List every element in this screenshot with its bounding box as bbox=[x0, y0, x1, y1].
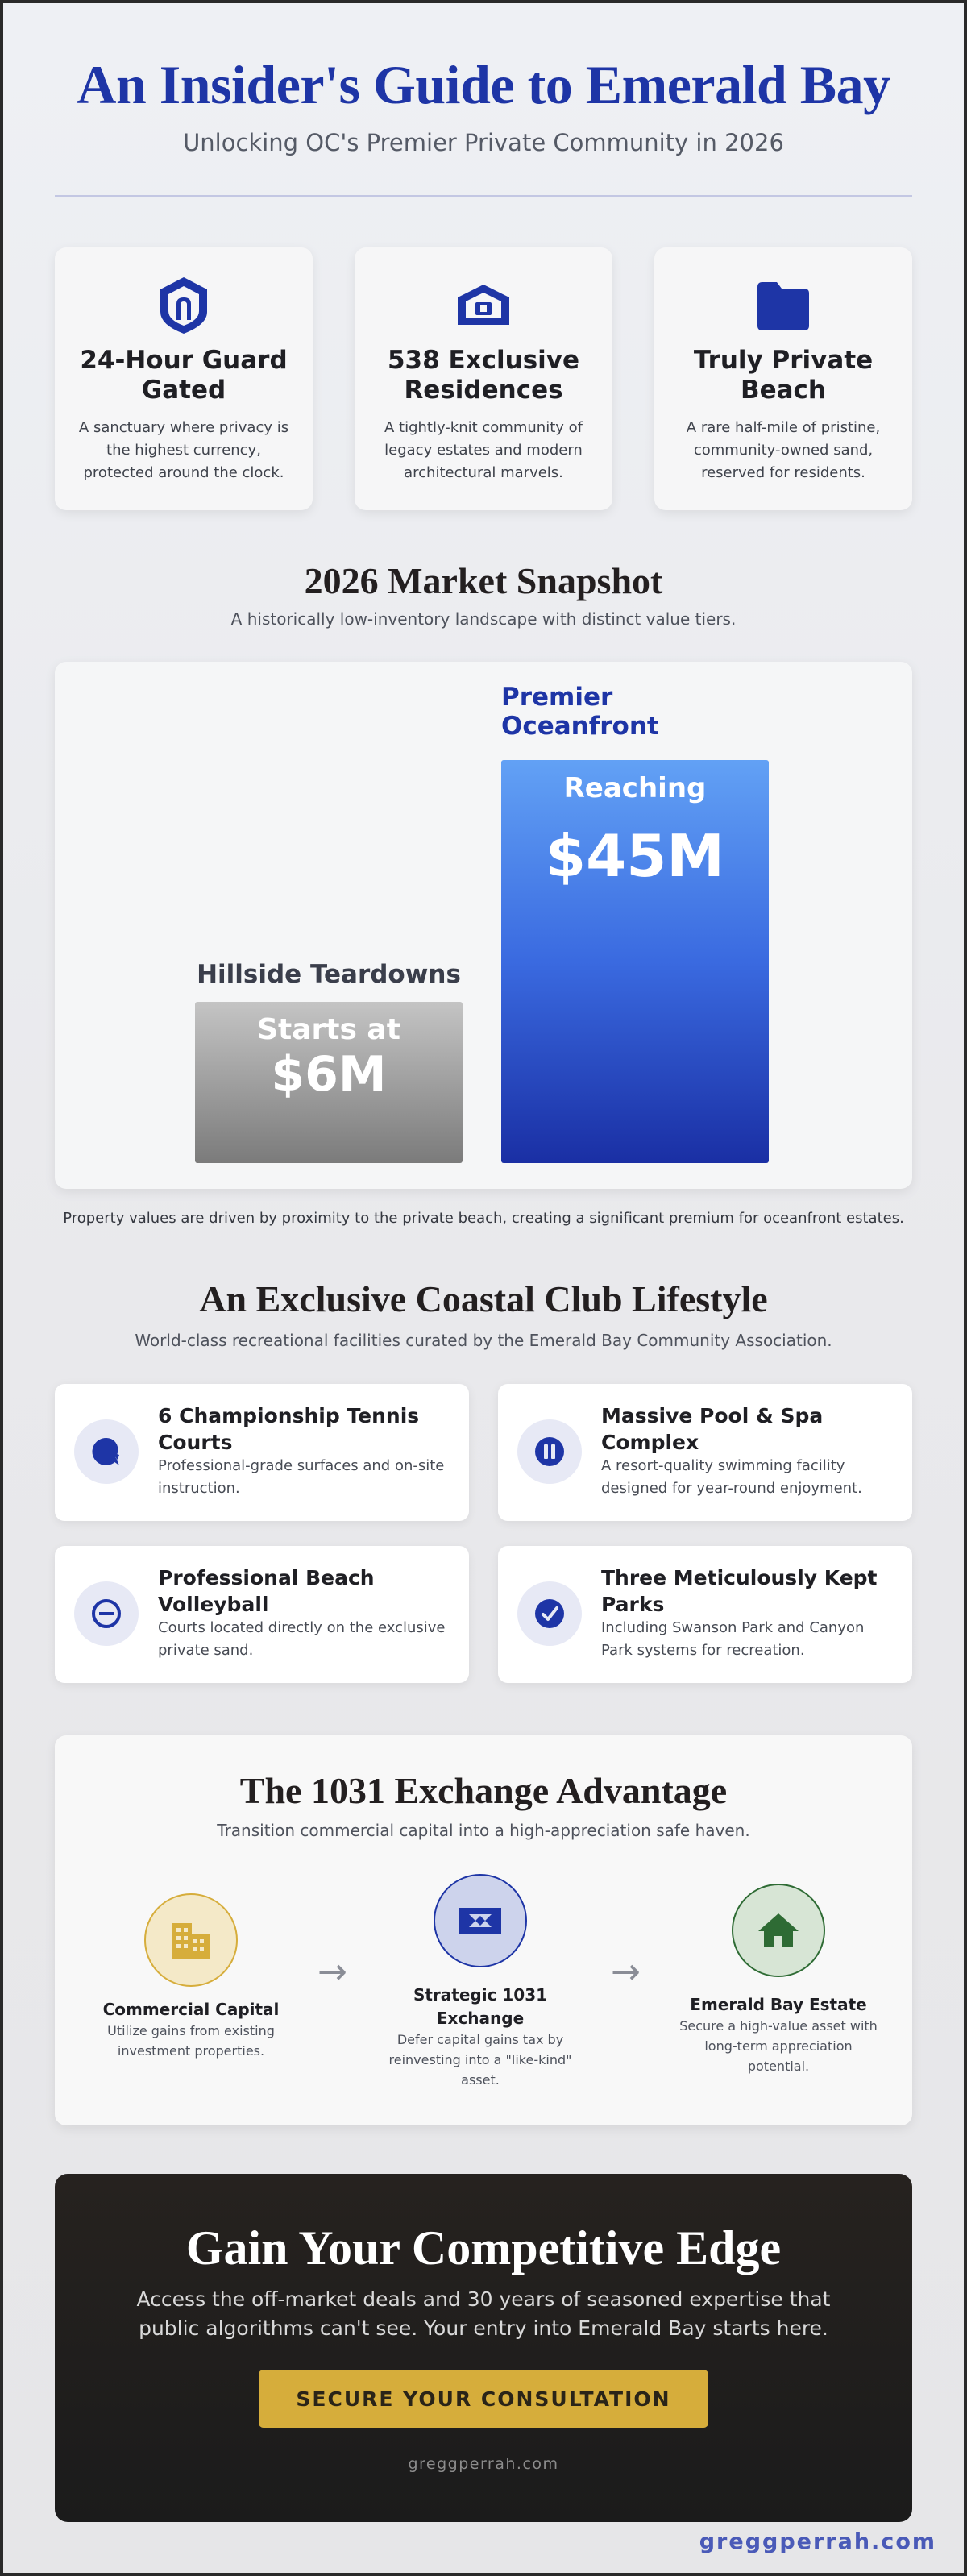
market-chart-card bbox=[55, 662, 912, 1189]
feature-title: Truly Private Beach bbox=[693, 346, 874, 405]
cta-body: Access the off-market deals and 30 years of seasoned expertise that public algorithms can't see. Your entry into Emerald Bay starts here. bbox=[136, 2287, 831, 2341]
folder-icon bbox=[753, 275, 814, 336]
feature-description: A tightly-knit community of legacy estates and modern architectural marvels. bbox=[384, 419, 583, 482]
exchange-card bbox=[55, 1735, 912, 2125]
lifestyle-title: An Exclusive Coastal Club Lifestyle bbox=[199, 1278, 768, 1319]
amenity-title: Three Meticulously Kept Parks bbox=[601, 1566, 878, 1616]
step-description: Defer capital gains tax by reinvesting into a "like-kind" asset. bbox=[388, 2032, 572, 2088]
market-note: Property values are driven by proximity to the private beach, creating a significant premium for oceanfront estates. bbox=[63, 1210, 904, 1227]
house-icon bbox=[453, 275, 514, 336]
arrow-icon: → bbox=[611, 1951, 641, 1992]
shield-icon bbox=[153, 275, 214, 336]
bar-value-label: $6M bbox=[271, 1046, 387, 1103]
amenity-card-pool bbox=[498, 1384, 912, 1521]
minus-circle-icon bbox=[74, 1581, 139, 1646]
amenity-card-parks bbox=[498, 1546, 912, 1683]
arrow-icon: → bbox=[317, 1951, 347, 1992]
feature-card-guard bbox=[55, 247, 313, 510]
step-title: Commercial Capital bbox=[102, 2000, 280, 2019]
cta-website-link[interactable]: greggperrah.com bbox=[408, 2455, 559, 2473]
exchange-subtitle: Transition commercial capital into a high-appreciation safe haven. bbox=[217, 1821, 750, 1840]
step-title: Strategic 1031 Exchange bbox=[413, 1985, 548, 2028]
feature-card-residences bbox=[355, 247, 612, 510]
pause-icon bbox=[517, 1419, 582, 1484]
step-title: Emerald Bay Estate bbox=[690, 1995, 867, 2014]
feature-description: A sanctuary where privacy is the highest currency, protected around the clock. bbox=[78, 419, 289, 482]
amenity-card-volleyball bbox=[55, 1546, 469, 1683]
building-icon bbox=[144, 1893, 238, 1987]
header-divider bbox=[55, 195, 912, 197]
bar-value-label: $45M bbox=[546, 822, 724, 890]
amenity-description: Courts located directly on the exclusive private sand. bbox=[158, 1619, 446, 1659]
bar-prefix-label: Starts at bbox=[257, 1013, 400, 1046]
cta-panel bbox=[55, 2174, 912, 2522]
amenity-description: Including Swanson Park and Canyon Park systems for recreation. bbox=[601, 1619, 865, 1659]
footer-brand: greggperrah.com bbox=[699, 2529, 936, 2554]
check-circle-icon bbox=[517, 1581, 582, 1646]
page bbox=[3, 3, 964, 2573]
amenity-title: 6 Championship Tennis Courts bbox=[158, 1404, 420, 1454]
category-label: Hillside Teardowns bbox=[197, 960, 461, 989]
amenity-description: A resort-quality swimming facility designed for year-round enjoyment. bbox=[601, 1457, 862, 1497]
amenity-description: Professional-grade surfaces and on-site instruction. bbox=[158, 1457, 445, 1497]
lifestyle-subtitle: World-class recreational facilities curated by the Emerald Bay Community Association. bbox=[135, 1331, 832, 1350]
exchange-icon bbox=[434, 1874, 527, 1967]
amenity-title: Professional Beach Volleyball bbox=[158, 1566, 375, 1616]
bar-prefix-label: Reaching bbox=[563, 772, 707, 804]
step-description: Secure a high-value asset with long-term appreciation potential. bbox=[679, 2018, 878, 2074]
page-subtitle: Unlocking OC's Premier Private Community in 2026 bbox=[183, 129, 784, 156]
feature-title: 538 Exclusive Residences bbox=[387, 346, 580, 405]
feature-description: A rare half-mile of pristine, community-owned sand, reserved for residents. bbox=[686, 419, 881, 482]
feature-card-beach bbox=[654, 247, 912, 510]
exchange-step-1031 bbox=[376, 1874, 585, 2090]
market-subtitle: A historically low-inventory landscape with distinct value tiers. bbox=[230, 609, 737, 629]
tennis-ball-icon bbox=[74, 1419, 139, 1484]
amenity-title: Massive Pool & Spa Complex bbox=[601, 1404, 824, 1454]
cta-title: Gain Your Competitive Edge bbox=[185, 2221, 782, 2275]
chart-bar bbox=[501, 760, 769, 1163]
market-title: 2026 Market Snapshot bbox=[304, 560, 663, 601]
secure-consultation-button[interactable]: SECURE YOUR CONSULTATION bbox=[259, 2370, 708, 2428]
step-description: Utilize gains from existing investment properties. bbox=[107, 2023, 275, 2059]
exchange-title: The 1031 Exchange Advantage bbox=[239, 1770, 728, 1811]
category-label: Premier Oceanfront bbox=[501, 683, 659, 741]
amenity-card-tennis bbox=[55, 1384, 469, 1521]
exchange-step-commercial bbox=[90, 1893, 292, 2062]
page-title: An Insider's Guide to Emerald Bay bbox=[77, 54, 890, 115]
market-bar-chart bbox=[55, 662, 912, 1189]
exchange-step-estate bbox=[674, 1884, 883, 2076]
home-icon bbox=[732, 1884, 825, 1977]
feature-title: 24-Hour Guard Gated bbox=[80, 346, 288, 405]
